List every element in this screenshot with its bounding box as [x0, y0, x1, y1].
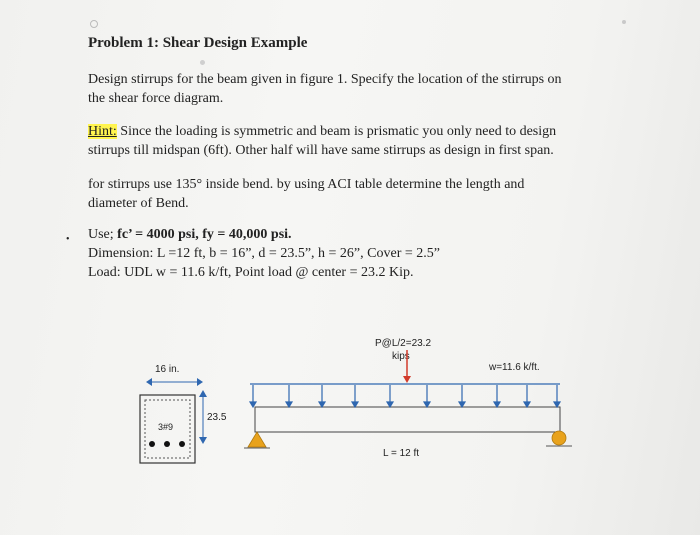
intro-line-1: Design stirrups for the beam given in figure 1. Specify the location of the stirrups on — [88, 72, 562, 87]
use-prefix: Use; — [88, 227, 118, 242]
udl-arrow-head — [250, 402, 256, 407]
udl-arrow-head — [286, 402, 292, 407]
span-label: L = 12 ft — [383, 448, 420, 459]
roller-support — [552, 431, 566, 445]
rebar-circle — [149, 441, 155, 447]
hint-label: Hint: — [88, 124, 117, 139]
rebar-label: 3#9 — [158, 422, 174, 432]
depth-arrow-top — [199, 390, 207, 397]
udl-arrow-head — [554, 402, 560, 407]
udl-arrow-head — [387, 402, 393, 407]
rebar-circle — [164, 441, 170, 447]
load-line: Load: UDL w = 11.6 k/ft, Point load @ center = 23.2 Kip. — [88, 265, 414, 280]
depth-arrow-bottom — [199, 437, 207, 444]
width-arrow-left — [146, 378, 152, 386]
bullet-dot: • — [66, 234, 70, 245]
udl-arrow-head — [352, 402, 358, 407]
udl-label: w=11.6 k/ft. — [489, 362, 540, 373]
point-load-label: P@L/2=23.2 — [375, 338, 432, 349]
rebar-circle — [179, 441, 185, 447]
point-load-unit: kips — [392, 351, 410, 362]
beam-body — [255, 407, 560, 432]
dimension-line: Dimension: L =12 ft, b = 16”, d = 23.5”, h = 26”, Cover = 2.5” — [88, 246, 440, 261]
udl-arrow-head — [494, 402, 500, 407]
material-properties: fc’ = 4000 psi, fy = 40,000 psi. — [117, 227, 292, 242]
hint-line-1-text: Since the loading is symmetric and beam is prismatic you only need to design — [116, 124, 557, 139]
section-width-label: 16 in. — [155, 364, 180, 375]
pin-support — [248, 432, 266, 447]
udl-arrow-head — [319, 402, 325, 407]
bend-line-1: for stirrups use 135° inside bend. by using ACI table determine the length and — [88, 177, 525, 192]
udl-arrow-head — [424, 402, 430, 407]
width-arrow-right — [197, 378, 203, 386]
udl-arrows — [250, 385, 560, 407]
udl-arrow-head — [459, 402, 465, 407]
point-load-arrow-head — [403, 376, 411, 383]
udl-arrow-head — [524, 402, 530, 407]
hint-line-2: stirrups till midspan (6ft). Other half will have same stirrups as design in first span. — [88, 143, 554, 158]
problem-title: Problem 1: Shear Design Example — [88, 35, 308, 51]
intro-line-2: the shear force diagram. — [88, 91, 224, 106]
depth-label: 23.5 — [207, 412, 227, 423]
bend-line-2: diameter of Bend. — [88, 196, 189, 211]
